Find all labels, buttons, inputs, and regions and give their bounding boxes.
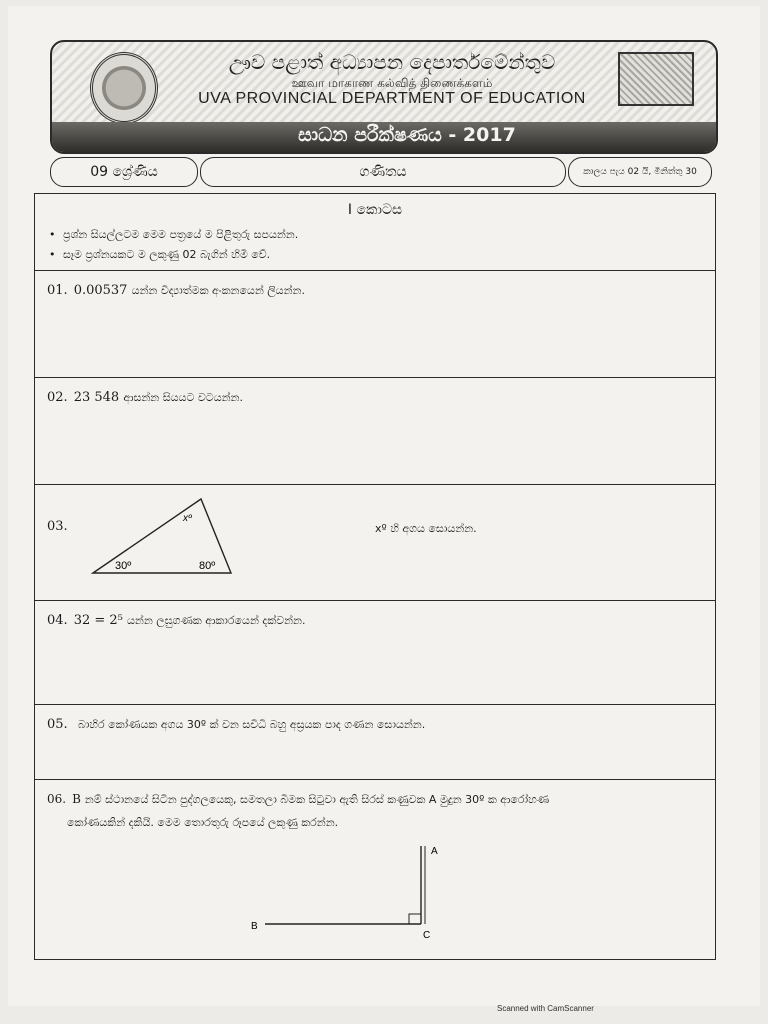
angle-label-30: 30º [115,560,132,572]
question-4-text: 04. 32 = 2⁵ යන්න ලඝුගණක ආකාරයෙන් දක්වන්න. [47,613,306,628]
emblem-icon [90,52,158,124]
point-label-c: C [423,930,431,940]
section-header [35,194,715,271]
question-frame [34,193,716,960]
question-6-text-continued: කෝණයකින් දකියි. මෙම තොරතුරු රූපයේ ලකුණු කරන්න. [67,816,339,829]
angle-label-x: xº [183,513,192,524]
question-row-4 [35,601,715,705]
right-angle-mark [409,914,421,924]
time-label: කාලය පැය 02 යි, මිනිත්තු 30 [583,167,697,177]
triangle-figure [85,493,235,583]
time-box [568,157,712,187]
pole-figure [245,832,465,940]
subject-box [200,157,566,187]
bullet-icon: • [49,228,56,241]
bullet-icon: • [49,248,56,261]
exam-title: සාධන පරීක්ෂණය - 2017 [298,124,516,146]
grade-box [50,157,198,187]
department-title-tamil: ஊவா மாகாண கல்வித் திணைக்களம் [291,76,493,90]
scanner-watermark: Scanned with CamScanner [497,1004,594,1013]
instruction-item: • ප්‍රශ්න සියල්ලටම මෙම පත්‍රයේ ම පිළිතුරු සපයන්න. [49,228,299,241]
stamp-icon [618,52,694,106]
question-1-text: 01. 0.00537 යන්න විද්‍යාත්මක අංකනයෙන් ලියන්න. [47,283,305,298]
question-6-text: 06. B නම් ස්ථානයේ සිටින පුද්ගලයෙකු, සමතලා බිමක සිටුවා ඇති සිරස් කණුවක A මුදුන 30º ක ආරෝහණ [47,792,550,806]
question-2-text: 02. 23 548 ආසන්න සියයට වටයන්න. [47,390,243,405]
angle-label-80: 80º [199,560,216,572]
question-row-6 [35,780,715,958]
department-title-english: UVA PROVINCIAL DEPARTMENT OF EDUCATION [198,90,586,107]
section-title: I කොටස [347,202,403,218]
question-3-text: xº හි අගය සොයන්න. [375,522,477,535]
point-label-a: A [431,846,438,857]
question-row-1 [35,271,715,378]
question-5-text: 05. බාහිර කෝණයක අගය 30º ක් වන සවිධි බහු අස්‍රයක පාද ගණන සොයන්න. [47,717,426,732]
header-banner [50,40,718,154]
subject-label: ගණිතය [359,164,407,180]
point-label-b: B [251,921,258,932]
question-row-5 [35,705,715,780]
instruction-item: • සෑම ප්‍රශ්නයකට ම ලකුණු 02 බැගින් හිමි වේ. [49,248,271,261]
department-title-sinhala: ඌව පළාත් අධ්‍යාපන දෙපාර්තමේන්තුව [228,50,556,74]
question-3-number: 03. [47,519,68,534]
question-row-2 [35,378,715,485]
question-row-3 [35,485,715,601]
grade-label: 09 ශ්‍රේණිය [90,164,158,180]
